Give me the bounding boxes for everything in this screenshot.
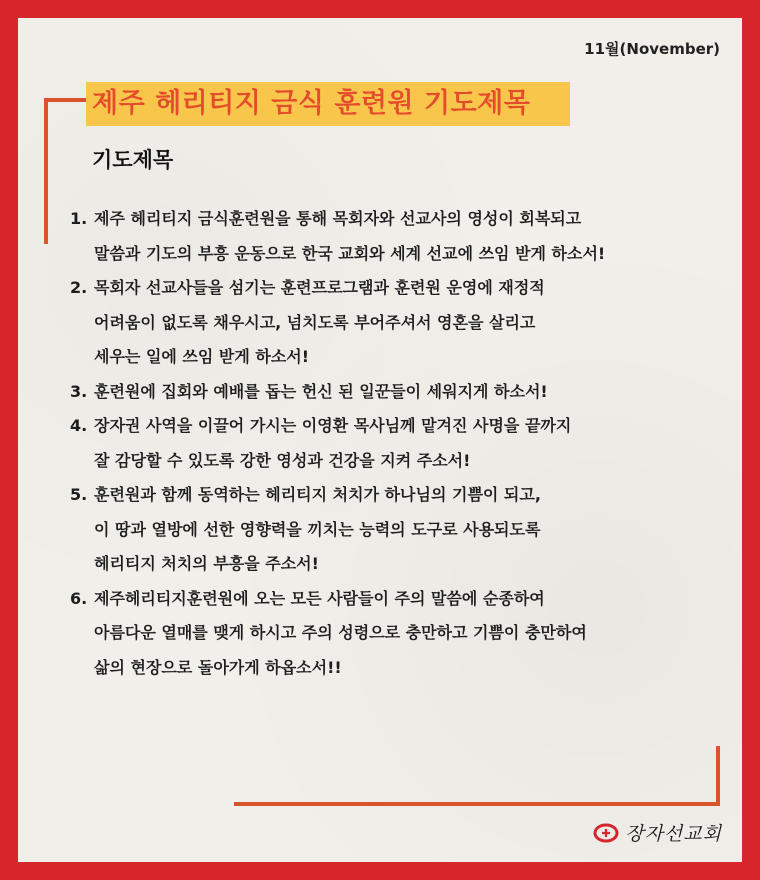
church-emblem-icon — [593, 823, 619, 843]
prayer-number: 1. — [70, 209, 88, 228]
prayer-line: 헤리티지 처치의 부흥을 주소서! — [94, 554, 319, 573]
corner-bracket-bottom-right — [234, 802, 720, 806]
prayer-item — [70, 375, 730, 410]
prayer-item — [70, 478, 730, 582]
prayer-line: 이 땅과 열방에 선한 영향력을 끼치는 능력의 도구로 사용되도록 — [94, 519, 541, 539]
prayer-item — [70, 582, 730, 686]
prayer-line: 목회자 선교사들을 섬기는 훈련프로그램과 훈련원 운영에 재정적 — [94, 278, 545, 297]
section-subtitle: 기도제목 — [92, 148, 174, 172]
prayer-number: 5. — [70, 485, 88, 504]
prayer-number: 4. — [70, 416, 88, 435]
paper-card — [18, 18, 742, 862]
logo-text: 장자선교회 — [625, 823, 722, 845]
prayer-line: 세우는 일에 쓰임 받게 하소서! — [94, 347, 310, 366]
prayer-line: 삶의 현장으로 돌아가게 하옵소서!! — [94, 657, 342, 677]
month-label: 11월(November) — [584, 40, 720, 58]
prayer-line: 훈련원에 집회와 예배를 돕는 헌신 된 일꾼들이 세워지게 하소서! — [94, 381, 548, 401]
prayer-number: 3. — [70, 381, 88, 401]
prayer-line: 훈련원과 함께 동역하는 헤리티지 처치가 하나님의 기쁨이 되고, — [94, 485, 541, 504]
prayer-item — [70, 271, 730, 375]
prayer-line: 잘 감당할 수 있도록 강한 영성과 건강을 지켜 주소서! — [94, 450, 471, 470]
page-title: 제주 헤리티지 금식 훈련원 기도제목 — [86, 82, 570, 126]
prayer-line: 말씀과 기도의 부흥 운동으로 한국 교회와 세계 선교에 쓰임 받게 하소서! — [94, 243, 606, 263]
corner-bracket-bottom-right-vertical — [716, 746, 720, 806]
prayer-list — [70, 202, 730, 685]
prayer-line: 아름다운 열매를 맺게 하시고 주의 성령으로 충만하고 기쁨이 충만하여 — [94, 623, 587, 642]
prayer-line: 어려움이 없도록 채우시고, 넘치도록 부어주셔서 영혼을 살리고 — [94, 312, 536, 332]
prayer-line: 제주 헤리티지 금식훈련원을 통해 목회자와 선교사의 영성이 회복되고 — [94, 209, 582, 228]
prayer-line: 장자권 사역을 이끌어 가시는 이영환 목사님께 맡겨진 사명을 끝까지 — [94, 416, 572, 435]
prayer-item — [70, 202, 730, 271]
prayer-item — [70, 409, 730, 478]
corner-bracket-top-left-vertical — [44, 98, 48, 244]
prayer-number: 2. — [70, 278, 88, 297]
prayer-number: 6. — [70, 588, 88, 608]
church-logo — [593, 819, 722, 846]
prayer-line: 제주헤리티지훈련원에 오는 모든 사람들이 주의 말씀에 순종하여 — [94, 588, 545, 608]
